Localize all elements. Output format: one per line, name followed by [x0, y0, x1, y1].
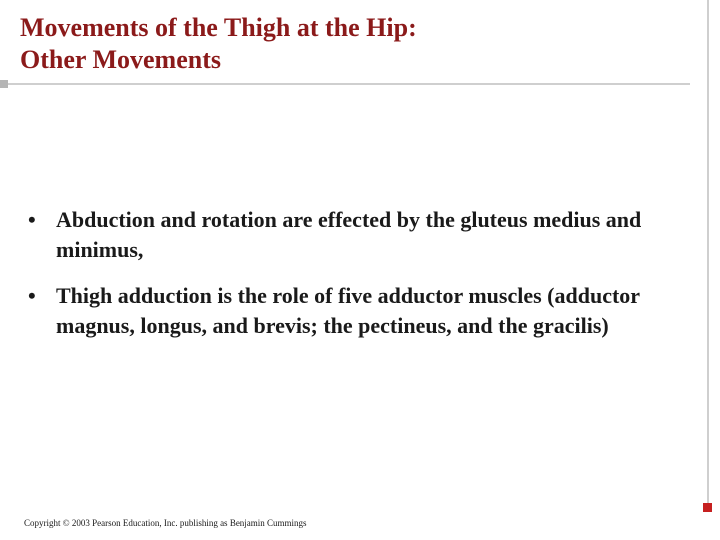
slide-title: [20, 12, 660, 76]
bullet-marker: •: [28, 207, 36, 232]
slide-title-line-1: Movements of the Thigh at the Hip:: [20, 13, 417, 42]
bullet-marker: •: [28, 283, 36, 308]
bullet-list: [28, 205, 688, 357]
bullet-text: Abduction and rotation are effected by the gluteus medius and minimus,: [56, 207, 642, 262]
title-divider: [0, 83, 690, 85]
slide-title-line-2: Other Movements: [20, 45, 221, 74]
right-edge-rule: [707, 0, 709, 510]
copyright-footer: Copyright © 2003 Pearson Education, Inc. publishing as Benjamin Cummings: [24, 518, 307, 528]
bullet-item: [28, 281, 688, 341]
bullet-item: [28, 205, 688, 265]
corner-accent-square: [703, 503, 712, 512]
divider-end-square: [0, 80, 8, 88]
bullet-text: Thigh adduction is the role of five adductor muscles (adductor magnus, longus, and brevis; the pectineus, and the gracilis): [56, 283, 640, 338]
